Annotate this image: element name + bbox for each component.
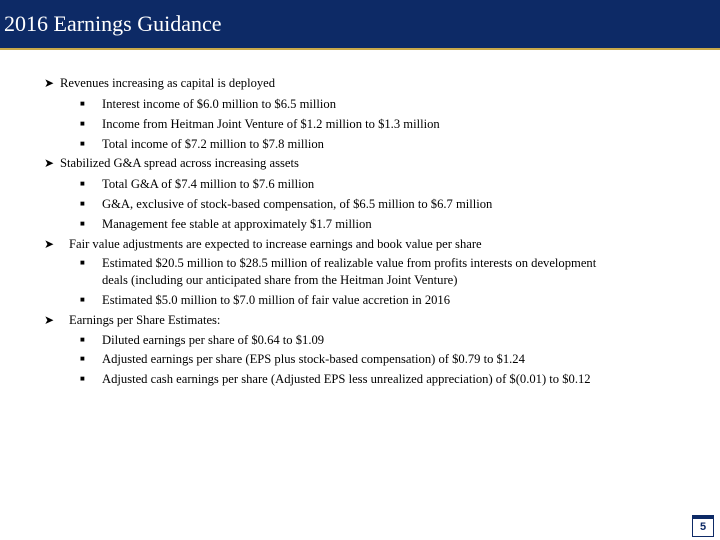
list-item: Estimated $20.5 million to $28.5 million of realizable value from profits interests on development — [102, 256, 597, 270]
square-bullet-icon: ■ — [80, 354, 85, 363]
list-item: Income from Heitman Joint Venture of $1.2 million to $1.3 million — [102, 117, 440, 131]
list-item: Total G&A of $7.4 million to $7.6 million — [102, 177, 315, 191]
list-item: G&A, exclusive of stock-based compensation, of $6.5 million to $6.7 million — [102, 197, 493, 211]
section-heading: Fair value adjustments are expected to increase earnings and book value per share — [69, 237, 482, 251]
arrow-bullet-icon: ➤ — [44, 76, 55, 90]
square-bullet-icon: ■ — [80, 295, 85, 304]
list-item: Estimated $5.0 million to $7.0 million of fair value accretion in 2016 — [102, 293, 451, 307]
square-bullet-icon: ■ — [80, 99, 85, 108]
page-title: 2016 Earnings Guidance — [4, 11, 222, 36]
square-bullet-icon: ■ — [80, 179, 85, 188]
section-heading: Revenues increasing as capital is deployed — [60, 76, 276, 90]
list-item-continuation: deals (including our anticipated share from the Heitman Joint Venture) — [102, 273, 458, 287]
square-bullet-icon: ■ — [80, 139, 85, 148]
list-item: Management fee stable at approximately $1.7 million — [102, 217, 372, 231]
page-number: 5 — [699, 521, 707, 533]
list-item: Adjusted earnings per share (EPS plus stock-based compensation) of $0.79 to $1.24 — [102, 352, 525, 366]
arrow-bullet-icon: ➤ — [44, 313, 55, 327]
square-bullet-icon: ■ — [80, 199, 85, 208]
square-bullet-icon: ■ — [80, 219, 85, 228]
section-heading: Stabilized G&A spread across increasing assets — [60, 156, 299, 170]
section-heading: Earnings per Share Estimates: — [69, 313, 221, 327]
page-number-box — [692, 515, 714, 537]
arrow-bullet-icon: ➤ — [44, 156, 55, 170]
arrow-bullet-icon: ➤ — [44, 237, 55, 251]
square-bullet-icon: ■ — [80, 258, 85, 267]
square-bullet-icon: ■ — [80, 119, 85, 128]
title-divider — [0, 48, 720, 50]
list-item: Interest income of $6.0 million to $6.5 million — [102, 97, 337, 111]
list-item: Diluted earnings per share of $0.64 to $1.09 — [102, 333, 325, 347]
list-item: Total income of $7.2 million to $7.8 million — [102, 137, 324, 151]
square-bullet-icon: ■ — [80, 374, 85, 383]
square-bullet-icon: ■ — [80, 335, 85, 344]
title-bar — [0, 0, 720, 48]
list-item: Adjusted cash earnings per share (Adjusted EPS less unrealized appreciation) of $(0.01) to $0.12 — [102, 372, 591, 386]
